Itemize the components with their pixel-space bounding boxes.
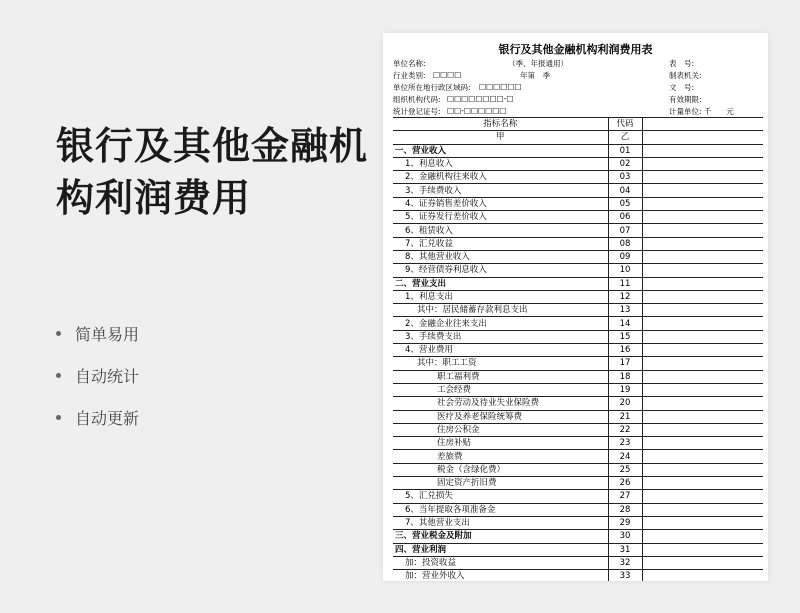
- row-code: 21: [608, 410, 642, 423]
- row-value-cell[interactable]: [642, 543, 763, 556]
- row-name: 8、其他营业收入: [393, 250, 608, 263]
- header-value: [642, 118, 763, 131]
- row-value-cell[interactable]: [642, 410, 763, 423]
- feature-label: 自动更新: [75, 408, 140, 428]
- table-row: [393, 463, 763, 476]
- row-value-cell[interactable]: [642, 530, 763, 543]
- row-name: 住房补贴: [393, 437, 608, 450]
- table-row: [393, 344, 763, 357]
- table-row: [393, 277, 763, 290]
- row-code: 24: [608, 450, 642, 463]
- bullet-icon: [56, 373, 61, 378]
- table-row: [393, 570, 763, 581]
- row-name: 9、经营债券利息收入: [393, 264, 608, 277]
- row-code: 10: [608, 264, 642, 277]
- row-code: 09: [608, 250, 642, 263]
- row-name: 加：投资收益: [393, 556, 608, 569]
- row-value-cell[interactable]: [642, 304, 763, 317]
- row-code: 14: [608, 317, 642, 330]
- row-name: 三、营业税金及附加: [393, 530, 608, 543]
- table-row: [393, 264, 763, 277]
- row-name: 2、金融企业往来支出: [393, 317, 608, 330]
- table-row: [393, 237, 763, 250]
- reg-no-value: □□-□□□□□□: [447, 106, 507, 115]
- row-name: 5、汇兑损失: [393, 490, 608, 503]
- industry-label: 行业类别:: [393, 71, 426, 80]
- row-value-cell[interactable]: [642, 463, 763, 476]
- row-code: 26: [608, 477, 642, 490]
- row-code: 11: [608, 277, 642, 290]
- row-value-cell[interactable]: [642, 370, 763, 383]
- row-name: 3、手续费支出: [393, 330, 608, 343]
- row-value-cell[interactable]: [642, 171, 763, 184]
- row-value-cell[interactable]: [642, 450, 763, 463]
- table-no-label: 表 号:: [669, 59, 695, 68]
- row-value-cell[interactable]: [642, 157, 763, 170]
- row-value-cell[interactable]: [642, 423, 763, 436]
- row-value-cell[interactable]: [642, 383, 763, 396]
- table-row: [393, 211, 763, 224]
- table-row: [393, 197, 763, 210]
- unit-label: 计量单位: 千 元: [669, 107, 734, 116]
- header-name: 指标名称: [393, 118, 608, 131]
- row-value-cell[interactable]: [642, 290, 763, 303]
- header-code: 代码: [608, 118, 642, 131]
- org-code-value: □□□□□□□□-□: [447, 94, 514, 103]
- feature-item: [56, 354, 139, 396]
- row-name: 其中：居民储蓄存款利息支出: [393, 304, 608, 317]
- row-name: 加：营业外收入: [393, 570, 608, 581]
- sheet-title: 银行及其他金融机构利润费用表: [498, 43, 653, 56]
- row-value-cell[interactable]: [642, 250, 763, 263]
- row-name: 4、营业费用: [393, 344, 608, 357]
- row-name: 住房公积金: [393, 423, 608, 436]
- row-name: 一、营业收入: [393, 144, 608, 157]
- table-row: [393, 383, 763, 396]
- row-value-cell[interactable]: [642, 570, 763, 581]
- bullet-icon: [56, 415, 61, 420]
- row-value-cell[interactable]: [642, 344, 763, 357]
- row-value-cell[interactable]: [642, 397, 763, 410]
- row-code: 04: [608, 184, 642, 197]
- row-code: 25: [608, 463, 642, 476]
- bullet-icon: [56, 331, 61, 336]
- row-name: 税金（含绿化费）: [393, 463, 608, 476]
- subheader-name: 甲: [393, 131, 608, 144]
- feature-item: [56, 396, 139, 438]
- row-code: 03: [608, 171, 642, 184]
- subheader-code: 乙: [608, 131, 642, 144]
- reg-no-label: 统计登记证号:: [393, 107, 441, 116]
- org-label: 制表机关:: [669, 71, 702, 80]
- doc-no-label: 文 号:: [669, 83, 695, 92]
- feature-label: 简单易用: [75, 324, 140, 344]
- row-value-cell[interactable]: [642, 224, 763, 237]
- row-value-cell[interactable]: [642, 197, 763, 210]
- row-name: 1、利息支出: [393, 290, 608, 303]
- row-value-cell[interactable]: [642, 357, 763, 370]
- row-code: 28: [608, 503, 642, 516]
- table-row: [393, 477, 763, 490]
- row-name: 1、利息收入: [393, 157, 608, 170]
- table-row: [393, 530, 763, 543]
- row-name: 3、手续费收入: [393, 184, 608, 197]
- row-code: 16: [608, 344, 642, 357]
- table-row: [393, 224, 763, 237]
- table-row: [393, 290, 763, 303]
- row-code: 02: [608, 157, 642, 170]
- row-code: 31: [608, 543, 642, 556]
- row-code: 12: [608, 290, 642, 303]
- row-code: 17: [608, 357, 642, 370]
- row-value-cell[interactable]: [642, 237, 763, 250]
- row-value-cell[interactable]: [642, 184, 763, 197]
- table-row: [393, 357, 763, 370]
- subheader-value: [642, 131, 763, 144]
- feature-label: 自动统计: [75, 366, 140, 386]
- table-row: [393, 330, 763, 343]
- row-code: 05: [608, 197, 642, 210]
- table-row: [393, 490, 763, 503]
- row-value-cell[interactable]: [642, 477, 763, 490]
- row-code: 20: [608, 397, 642, 410]
- row-code: 07: [608, 224, 642, 237]
- table-header: [393, 118, 763, 131]
- row-code: 29: [608, 516, 642, 529]
- row-name: 职工福利费: [393, 370, 608, 383]
- row-code: 22: [608, 423, 642, 436]
- table-row: [393, 556, 763, 569]
- row-name: 7、其他营业支出: [393, 516, 608, 529]
- promo-title: 银行及其他金融机构利润费用: [56, 124, 369, 220]
- row-name: 2、金融机构往来收入: [393, 171, 608, 184]
- region-label: 单位所在地行政区域码:: [393, 83, 471, 92]
- row-name: 4、证券销售差价收入: [393, 197, 608, 210]
- row-code: 01: [608, 144, 642, 157]
- row-value-cell[interactable]: [642, 490, 763, 503]
- table-row: [393, 450, 763, 463]
- row-value-cell[interactable]: [642, 264, 763, 277]
- row-value-cell[interactable]: [642, 437, 763, 450]
- row-value-cell[interactable]: [642, 503, 763, 516]
- table-row: [393, 410, 763, 423]
- table-row: [393, 184, 763, 197]
- region-value: □□□□□□: [479, 82, 522, 91]
- table-row: [393, 503, 763, 516]
- table-row: [393, 516, 763, 529]
- table-row: [393, 317, 763, 330]
- row-name: 二、营业支出: [393, 277, 608, 290]
- valid-label: 有效期限:: [669, 95, 702, 104]
- row-value-cell[interactable]: [642, 330, 763, 343]
- table-row: [393, 157, 763, 170]
- row-name: 6、租赁收入: [393, 224, 608, 237]
- row-code: 32: [608, 556, 642, 569]
- table-row: [393, 370, 763, 383]
- year-quarter-label: 年第 季: [520, 71, 550, 80]
- table-row: [393, 437, 763, 450]
- row-name: 其中：职工工资: [393, 357, 608, 370]
- row-name: 四、营业利润: [393, 543, 608, 556]
- period-note: （季、年报通用）: [508, 59, 568, 68]
- row-name: 差旅费: [393, 450, 608, 463]
- row-value-cell[interactable]: [642, 516, 763, 529]
- row-code: 27: [608, 490, 642, 503]
- row-code: 23: [608, 437, 642, 450]
- report-table: [393, 117, 763, 581]
- table-row: [393, 304, 763, 317]
- row-name: 工会经费: [393, 383, 608, 396]
- table-row: [393, 171, 763, 184]
- row-code: 15: [608, 330, 642, 343]
- row-name: 6、当年提取各项准备金: [393, 503, 608, 516]
- row-code: 13: [608, 304, 642, 317]
- row-name: 医疗及养老保险统筹费: [393, 410, 608, 423]
- row-value-cell[interactable]: [642, 277, 763, 290]
- table-row: [393, 397, 763, 410]
- table-row: [393, 543, 763, 556]
- row-code: 33: [608, 570, 642, 581]
- row-code: 08: [608, 237, 642, 250]
- row-code: 18: [608, 370, 642, 383]
- industry-value: □□□□: [433, 70, 462, 79]
- org-code-label: 组织机构代码:: [393, 95, 441, 104]
- table-row: [393, 144, 763, 157]
- row-name: 5、证券发行差价收入: [393, 211, 608, 224]
- table-row: [393, 250, 763, 263]
- unit-name-label: 单位名称:: [393, 59, 426, 68]
- report-sheet: [383, 33, 768, 581]
- row-value-cell[interactable]: [642, 144, 763, 157]
- row-value-cell[interactable]: [642, 317, 763, 330]
- row-code: 06: [608, 211, 642, 224]
- row-name: 社会劳动及待业失业保险费: [393, 397, 608, 410]
- row-value-cell[interactable]: [642, 556, 763, 569]
- table-subheader: [393, 131, 763, 144]
- feature-item: [56, 312, 139, 354]
- row-name: 固定资产折旧费: [393, 477, 608, 490]
- row-code: 19: [608, 383, 642, 396]
- row-code: 30: [608, 530, 642, 543]
- row-value-cell[interactable]: [642, 211, 763, 224]
- row-name: 7、汇兑收益: [393, 237, 608, 250]
- table-row: [393, 423, 763, 436]
- feature-list: [56, 312, 139, 438]
